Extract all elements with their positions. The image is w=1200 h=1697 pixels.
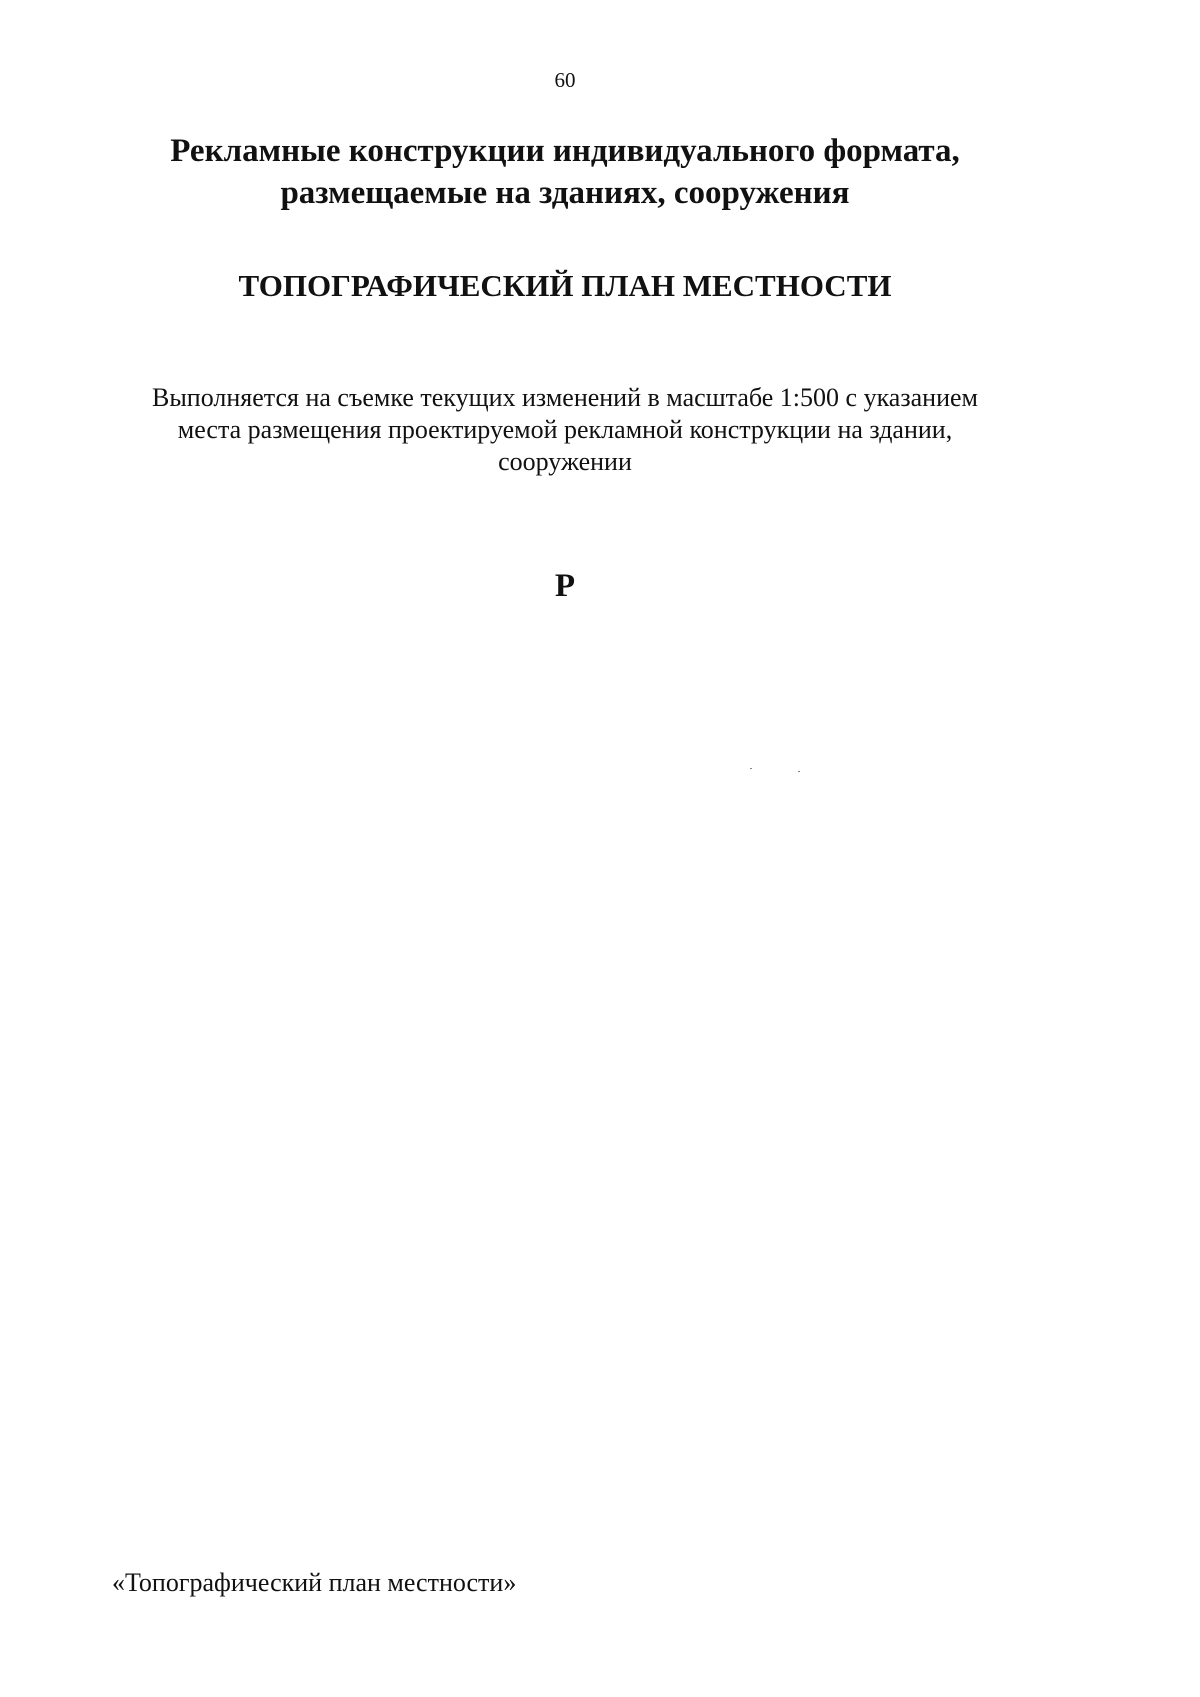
- description-line-1: Выполняется на съемке текущих изменений в масштабе 1:500 с указанием: [152, 383, 978, 412]
- description-line-2: места размещения проектируемой рекламной конструкции на здании,: [177, 415, 953, 444]
- scan-speck: [798, 771, 800, 772]
- description-line-3: сооружении: [498, 447, 632, 476]
- document-title-line-1: Рекламные конструкции индивидуального формата,: [170, 133, 960, 169]
- scan-speck: [750, 768, 752, 769]
- description-paragraph: [0, 382, 1130, 478]
- document-title-line-2: размещаемые на зданиях, сооружения: [280, 175, 850, 211]
- letter-mark: Р: [554, 568, 576, 604]
- section-title: ТОПОГРАФИЧЕСКИЙ ПЛАН МЕСТНОСТИ: [238, 268, 892, 303]
- document-title: [0, 130, 1130, 214]
- footer-caption: «Топографический план местности»: [112, 1568, 517, 1597]
- page-number: 60: [554, 68, 576, 92]
